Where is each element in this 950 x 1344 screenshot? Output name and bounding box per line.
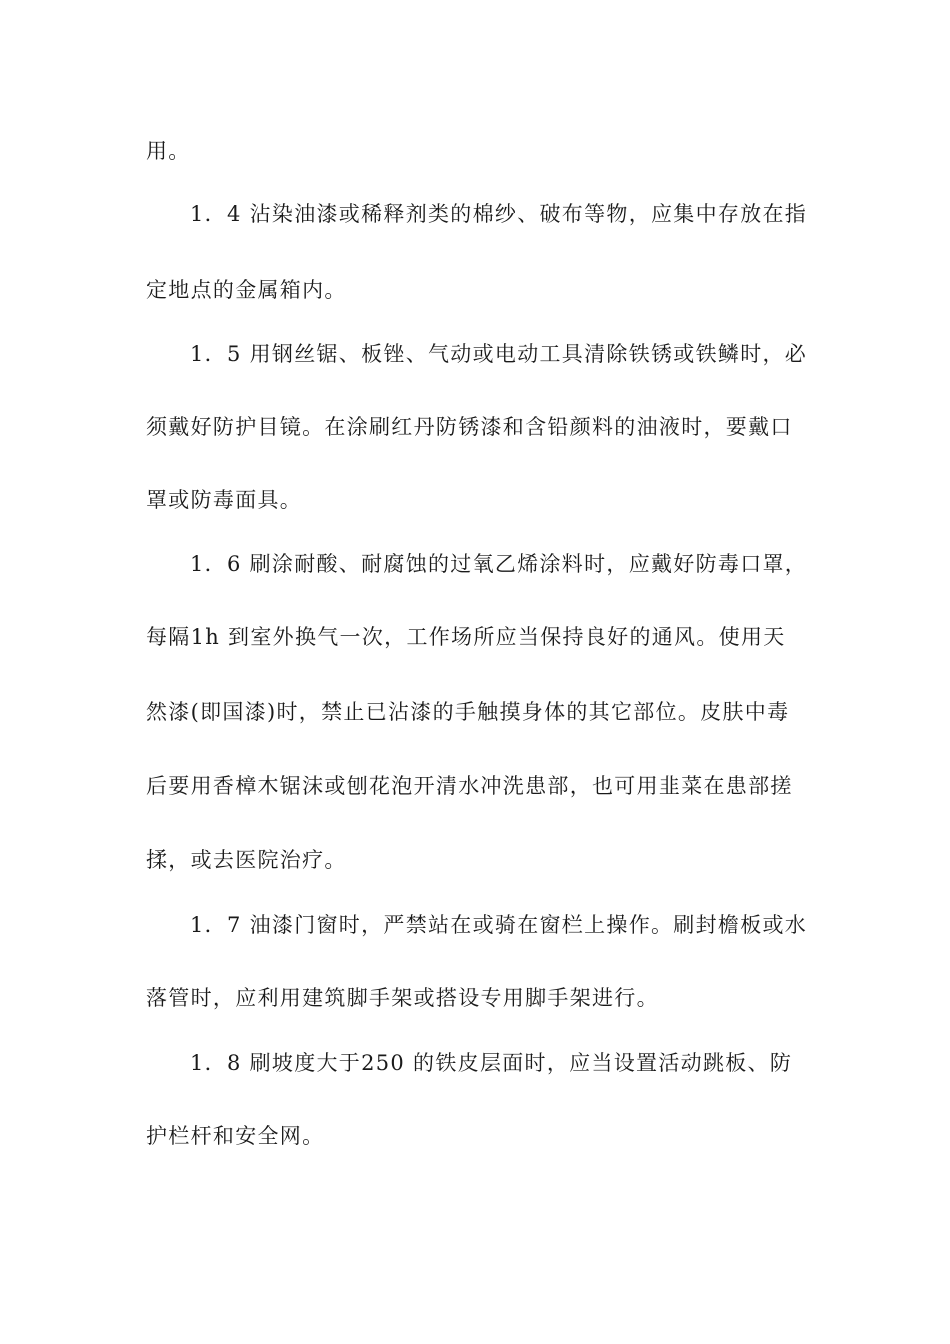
clause-1-8-line: 1．8 刷坡度大于250 的铁皮层面时，应当设置活动跳板、防 xyxy=(190,1051,793,1075)
text-line: 须戴好防护目镜。在涂刷红丹防锈漆和含铅颜料的油液时，要戴口 xyxy=(146,415,793,439)
text-line: 然漆(即国漆)时，禁止已沾漆的手触摸身体的其它部位。皮肤中毒 xyxy=(146,700,790,724)
clause-1-5-line: 1．5 用钢丝锯、板锉、气动或电动工具清除铁锈或铁鳞时，必 xyxy=(190,342,808,366)
text-line: 用。 xyxy=(146,139,191,163)
text-line: 定地点的金属箱内。 xyxy=(146,278,347,302)
clause-1-6-line: 1．6 刷涂耐酸、耐腐蚀的过氧乙烯涂料时，应戴好防毒口罩， xyxy=(190,552,808,576)
clause-1-4-line: 1．4 沾染油漆或稀释剂类的棉纱、破布等物，应集中存放在指 xyxy=(190,202,808,226)
text-line: 后要用香樟木锯沫或刨花泡开清水冲洗患部，也可用韭菜在患部搓 xyxy=(146,774,793,798)
text-line: 护栏杆和安全网。 xyxy=(146,1124,325,1148)
clause-1-7-line: 1．7 油漆门窗时，严禁站在或骑在窗栏上操作。刷封檐板或水 xyxy=(190,913,808,937)
text-line: 罩或防毒面具。 xyxy=(146,488,303,512)
text-line: 落管时，应利用建筑脚手架或搭设专用脚手架进行。 xyxy=(146,986,659,1010)
text-line: 揉，或去医院治疗。 xyxy=(146,848,347,872)
text-line: 每隔1h 到室外换气一次，工作场所应当保持良好的通风。使用天 xyxy=(146,625,786,649)
